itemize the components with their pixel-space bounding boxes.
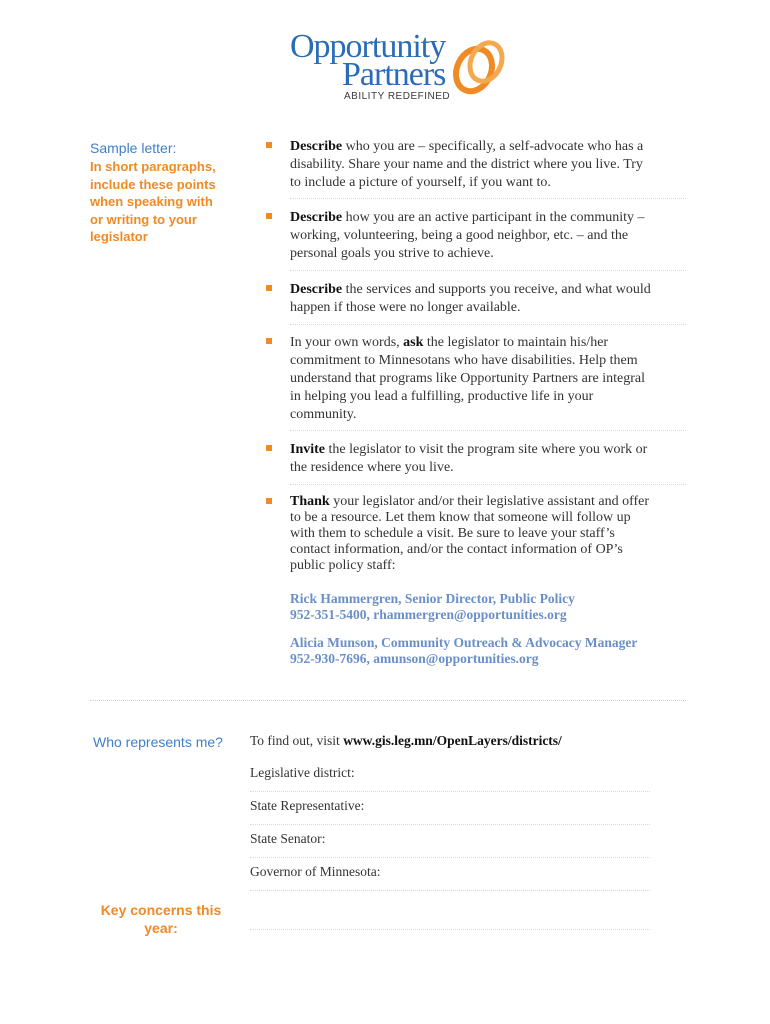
bullet-text: the services and supports you receive, and what would — [342, 282, 651, 297]
bullet-text: commitment to Minnesotans who have disabilities. Help them — [290, 353, 638, 368]
bullet-text: with them to schedule a visit. Be sure to leave your staff’s — [290, 526, 615, 541]
bullet-keyword: Describe — [290, 282, 343, 297]
section-divider — [90, 700, 686, 701]
bullet-marker — [266, 285, 272, 291]
state-senator-line[interactable] — [250, 857, 650, 858]
legislative-district-line[interactable] — [250, 791, 650, 792]
bullet-marker — [266, 498, 272, 504]
who-represents-me-title: Who represents me? — [93, 734, 223, 750]
instruction-line: include these points — [90, 176, 216, 192]
interlocking-rings-icon — [450, 36, 510, 98]
bullet-describe-self — [266, 138, 686, 192]
bullet-text: how you are an active participant in the community – — [342, 210, 645, 225]
bullet-text: public policy staff: — [290, 558, 396, 573]
instruction-line: or writing to your — [90, 211, 197, 227]
governor-line[interactable] — [250, 890, 650, 891]
divider — [290, 430, 686, 431]
divider — [290, 270, 686, 271]
bullet-keyword: Thank — [290, 494, 330, 509]
opportunity-partners-logo — [290, 28, 520, 103]
logo-word-partners: Partners — [342, 56, 446, 93]
bullet-text: community. — [290, 407, 357, 422]
bullet-text: to be a resource. Let them know that someone will follow up — [290, 510, 631, 525]
state-representative-label: State Representative: — [250, 798, 365, 813]
bullet-text: working, volunteering, being a good neighbor, etc. – and the — [290, 228, 629, 243]
bullet-text: your legislator and/or their legislative assistant and offer — [329, 494, 650, 509]
bullet-thank-legislator — [266, 494, 686, 574]
bullet-keyword: ask — [403, 335, 424, 350]
find-out-intro: To find out, visit — [250, 733, 344, 748]
instruction-line: when speaking with — [90, 194, 213, 209]
bullet-text: in helping you lead a fulfilling, productive life in your — [290, 389, 594, 404]
bullet-invite-legislator — [266, 441, 686, 477]
bullet-text: the legislator to visit the program site where you work or — [325, 442, 648, 457]
governor-label: Governor of Minnesota: — [250, 864, 381, 879]
bullet-text: the residence where you live. — [290, 460, 454, 475]
logo-word-opportunity: Opportunity — [290, 28, 446, 65]
state-representative-line[interactable] — [250, 824, 650, 825]
bullet-text: the legislator to maintain his/her — [423, 335, 609, 350]
sample-letter-instructions — [90, 158, 240, 246]
instruction-line: legislator — [90, 229, 148, 244]
find-out-text — [250, 733, 562, 749]
logo-tagline: ABILITY REDEFINED — [344, 91, 451, 102]
contact-info[interactable]: 952-351-5400, rhammergren@opportunities.org — [290, 607, 567, 622]
bullet-text: contact information, and/or the contact information of OP’s — [290, 542, 623, 557]
instruction-line: In short paragraphs, — [90, 159, 216, 174]
bullet-marker — [266, 338, 272, 344]
state-senator-label: State Senator: — [250, 831, 326, 846]
divider — [290, 484, 686, 485]
bullet-text: personal goals you strive to achieve. — [290, 246, 494, 261]
key-concerns-title — [88, 901, 234, 937]
key-concerns-line: Key concerns this — [100, 902, 222, 918]
bullet-describe-services — [266, 281, 686, 317]
districts-url-link[interactable]: www.gis.leg.mn/OpenLayers/districts/ — [343, 733, 562, 748]
contact-name: Rick Hammergren, Senior Director, Public Policy — [290, 591, 575, 606]
bullet-describe-participation — [266, 209, 686, 263]
contact-info[interactable]: 952-930-7696, amunson@opportunities.org — [290, 651, 539, 666]
bullet-keyword: Invite — [290, 442, 325, 457]
bullet-text: happen if those were no longer available. — [290, 300, 521, 315]
bullet-marker — [266, 213, 272, 219]
contact-name: Alicia Munson, Community Outreach & Advocacy Manager — [290, 635, 638, 650]
bullet-text: to include a picture of yourself, if you want to. — [290, 175, 551, 190]
bullet-text: disability. Share your name and the district where you live. Try — [290, 157, 643, 172]
bullet-marker — [266, 445, 272, 451]
bullet-marker — [266, 142, 272, 148]
bullet-keyword: Describe — [290, 210, 343, 225]
divider — [290, 198, 686, 199]
contact-rick-hammergren — [290, 591, 575, 623]
bullet-text: In your own words, — [290, 335, 404, 350]
bullet-text: who you are – specifically, a self-advocate who has a — [342, 139, 644, 154]
sample-letter-title: Sample letter: — [90, 140, 177, 156]
bullet-ask-legislator — [266, 334, 686, 424]
legislative-district-label: Legislative district: — [250, 765, 355, 780]
contact-alicia-munson — [290, 635, 637, 667]
divider — [290, 324, 686, 325]
key-concerns-line: year: — [144, 920, 178, 936]
bullet-text: understand that programs like Opportunity Partners are integral — [290, 371, 645, 386]
key-concerns-line-field[interactable] — [250, 929, 650, 930]
bullet-keyword: Describe — [290, 139, 343, 154]
